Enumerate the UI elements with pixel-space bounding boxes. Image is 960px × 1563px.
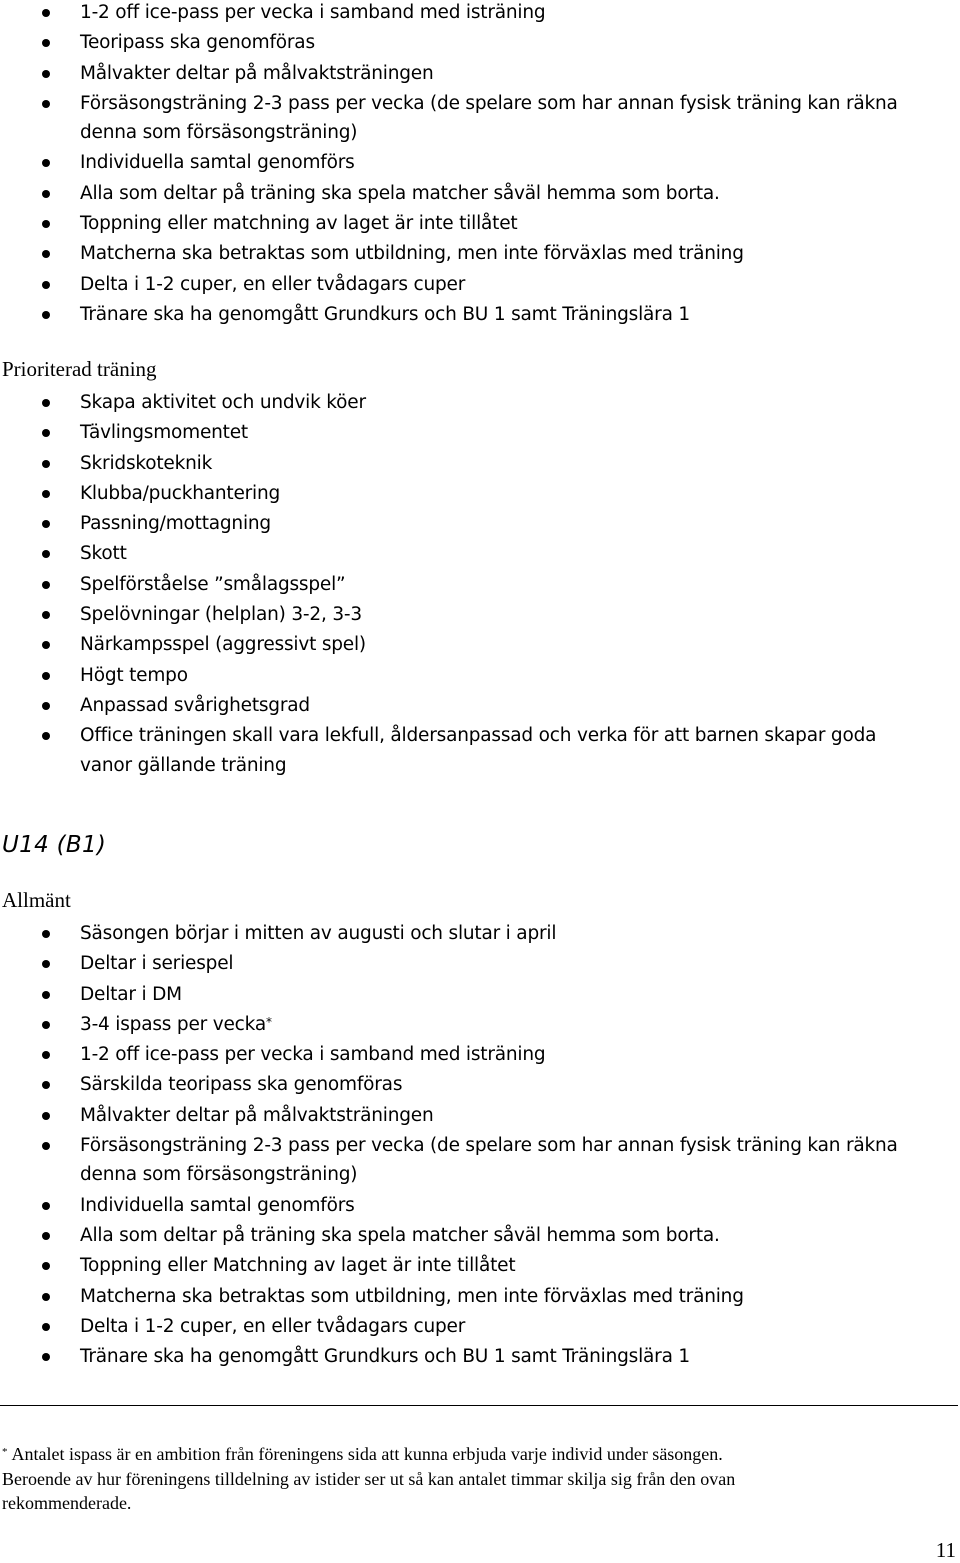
list-item [0, 28, 960, 58]
list-item-text: Individuella samtal genomförs [80, 152, 355, 174]
list-item [0, 59, 960, 89]
list-item [0, 1251, 960, 1281]
list-item [0, 980, 960, 1010]
list-item-text: Office träningen skall vara lekfull, åldersanpassad och verka för att barnen skapar goda [80, 725, 877, 747]
list-item-text: Skott [80, 543, 127, 565]
bullet-icon [42, 520, 50, 528]
bullet-icon [42, 9, 50, 17]
list-item-text: Delta i 1-2 cuper, en eller tvådagars cuper [80, 1315, 466, 1337]
list-item-text: Individuella samtal genomförs [80, 1194, 355, 1216]
list-item [0, 919, 960, 949]
list-item-text: Toppning eller matchning av laget är inte tillåtet [80, 213, 518, 235]
list-item-text: Alla som deltar på träning ska spela matcher såväl hemma som borta. [80, 1224, 720, 1246]
bullet-list-prioriterad-traning [0, 388, 960, 781]
list-item-text: Klubba/puckhantering [80, 482, 281, 504]
bullet-icon [42, 1232, 50, 1240]
list-item [0, 1070, 960, 1100]
list-item-text: Försäsongsträning 2-3 pass per vecka (de spelare som har annan fysisk träning kan räkna [80, 1135, 898, 1157]
bullet-icon [42, 1142, 50, 1150]
bullet-icon [42, 1112, 50, 1120]
list-item-text: Särskilda teoripass ska genomföras [80, 1074, 403, 1096]
heading-allmant: Allmänt [2, 888, 71, 912]
list-item [0, 1191, 960, 1221]
list-item [0, 239, 960, 269]
bullet-icon [42, 611, 50, 619]
list-item [0, 721, 960, 781]
list-item [0, 949, 960, 979]
list-item-text: Tränare ska ha genomgått Grundkurs och BU 1 samt Träningslära 1 [80, 303, 690, 325]
list-item [0, 479, 960, 509]
list-item [0, 1040, 960, 1070]
list-item-text: Målvakter deltar på målvaktsträningen [80, 1104, 434, 1126]
list-item-text: 3-4 ispass per vecka [80, 1013, 266, 1035]
bullet-icon [42, 1051, 50, 1059]
footnote-marker: * [2, 1446, 8, 1458]
bullet-icon [42, 960, 50, 968]
bullet-icon [42, 1021, 50, 1029]
bullet-icon [42, 732, 50, 740]
section-title-u14: U14 (B1) [2, 832, 107, 858]
bullet-icon [42, 1081, 50, 1089]
bullet-icon [42, 39, 50, 47]
list-item [0, 148, 960, 178]
list-item-text: Delta i 1-2 cuper, en eller tvådagars cuper [80, 273, 466, 295]
list-item [0, 449, 960, 479]
bullet-icon [42, 1262, 50, 1270]
list-item-text: Skridskoteknik [80, 452, 213, 474]
footnote [2, 1442, 942, 1516]
list-item [0, 570, 960, 600]
list-item-text: Säsongen börjar i mitten av augusti och slutar i april [80, 923, 557, 944]
list-item [0, 539, 960, 569]
bullet-icon [42, 460, 50, 468]
bullet-icon [42, 250, 50, 258]
list-item-text: Matcherna ska betraktas som utbildning, men inte förväxlas med träning [80, 1285, 744, 1307]
list-item-text: Matcherna ska betraktas som utbildning, men inte förväxlas med träning [80, 243, 744, 265]
bullet-icon [42, 672, 50, 680]
list-item-text: Spelförståelse ”smålagsspel” [80, 573, 346, 595]
bullet-icon [42, 930, 50, 938]
list-item [0, 89, 960, 149]
bullet-list-allmant [0, 919, 960, 1372]
list-item-text: Teoripass ska genomföras [80, 32, 315, 54]
list-item [0, 509, 960, 539]
bullet-icon [42, 311, 50, 319]
bullet-icon [42, 281, 50, 289]
list-item-text: Skapa aktivitet och undvik köer [80, 392, 366, 413]
list-item-text: vanor gällande träning [80, 754, 287, 776]
bullet-icon [42, 581, 50, 589]
list-item [0, 270, 960, 300]
list-item-text: Deltar i seriespel [80, 953, 234, 975]
bullet-icon [42, 70, 50, 78]
list-item [0, 1221, 960, 1251]
footnote-reference: * [265, 1014, 272, 1029]
footnote-separator [0, 1405, 958, 1406]
list-item-text: Spelövningar (helplan) 3-2, 3-3 [80, 604, 362, 626]
list-item [0, 1342, 960, 1372]
list-item-text: 1-2 off ice-pass per vecka i samband med isträning [80, 1044, 546, 1066]
bullet-icon [42, 1323, 50, 1331]
list-item-text: Alla som deltar på träning ska spela matcher såväl hemma som borta. [80, 182, 720, 204]
heading-prioriterad-traning: Prioriterad träning [2, 357, 157, 381]
bullet-icon [42, 100, 50, 108]
list-item-text: Passning/mottagning [80, 513, 271, 535]
bullet-icon [42, 429, 50, 437]
bullet-list-general-previous [0, 0, 960, 330]
list-item [0, 388, 960, 418]
list-item-text: 1-2 off ice-pass per vecka i samband med isträning [80, 2, 546, 23]
bullet-icon [42, 1353, 50, 1361]
bullet-icon [42, 399, 50, 407]
list-item [0, 1282, 960, 1312]
list-item-text: Högt tempo [80, 664, 188, 686]
list-item [0, 209, 960, 239]
list-item [0, 179, 960, 209]
bullet-icon [42, 490, 50, 498]
footnote-line-2: Beroende av hur föreningens tilldelning av istider ser ut så kan antalet timmar skilja sig från den ovan [2, 1468, 736, 1489]
list-item [0, 1010, 960, 1040]
list-item [0, 1312, 960, 1342]
footnote-line-1: Antalet ispass är en ambition från föreningens sida att kunna erbjuda varje individ under säsongen. [11, 1444, 723, 1464]
list-item-text: Deltar i DM [80, 983, 182, 1005]
list-item-text: denna som försäsongsträning) [80, 1164, 358, 1186]
list-item-text: denna som försäsongsträning) [80, 122, 358, 144]
bullet-icon [42, 702, 50, 710]
list-item [0, 1131, 960, 1191]
list-item-text: Toppning eller Matchning av laget är inte tillåtet [80, 1255, 516, 1277]
bullet-icon [42, 1293, 50, 1301]
bullet-icon [42, 1202, 50, 1210]
list-item [0, 0, 960, 28]
list-item-text: Anpassad svårighetsgrad [80, 694, 310, 716]
list-item [0, 661, 960, 691]
bullet-icon [42, 641, 50, 649]
bullet-icon [42, 190, 50, 198]
bullet-icon [42, 220, 50, 228]
bullet-icon [42, 550, 50, 558]
bullet-icon [42, 991, 50, 999]
list-item [0, 691, 960, 721]
list-item-text: Närkampsspel (aggressivt spel) [80, 634, 366, 656]
list-item-text: Tävlingsmomentet [80, 422, 248, 444]
list-item-text: Målvakter deltar på målvaktsträningen [80, 62, 434, 84]
list-item-text: Tränare ska ha genomgått Grundkurs och BU 1 samt Träningslära 1 [80, 1346, 690, 1368]
list-item [0, 300, 960, 330]
list-item [0, 630, 960, 660]
footnote-line-3: rekommenderade. [2, 1493, 132, 1513]
list-item [0, 600, 960, 630]
list-item-text: Försäsongsträning 2-3 pass per vecka (de spelare som har annan fysisk träning kan räkna [80, 92, 898, 114]
list-item [0, 418, 960, 448]
page-number: 11 [935, 1538, 956, 1562]
bullet-icon [42, 159, 50, 167]
list-item [0, 1101, 960, 1131]
